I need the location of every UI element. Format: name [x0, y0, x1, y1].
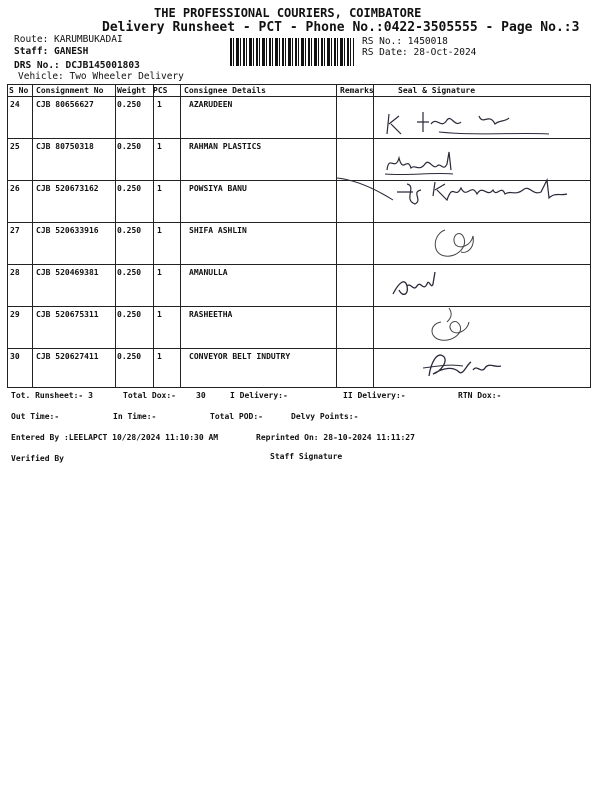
company-name: THE PROFESSIONAL COURIERS, COIMBATORE: [154, 6, 422, 20]
route-label: Route: KARUMBUKADAI: [14, 34, 123, 45]
row-pcs: 1: [157, 142, 162, 151]
col-weight: Weight: [117, 86, 146, 95]
row-consignee: AMANULLA: [189, 268, 228, 277]
entered-by: Entered By :LEELAPCT 10/28/2024 11:10:30 AM: [11, 433, 219, 442]
row-sno: 24: [10, 100, 20, 109]
row-weight: 0.250: [117, 184, 142, 193]
drs-number: DRS No.: DCJB145001803: [14, 60, 140, 71]
row-consignee: RAHMAN PLASTICS: [189, 142, 262, 151]
row-consignment: CJB 80750318: [36, 142, 94, 151]
row-sno: 30: [10, 352, 20, 361]
row-consignment: CJB 520627411: [36, 352, 99, 361]
in-time: In Time:-: [113, 412, 157, 421]
row-consignment: CJB 80656627: [36, 100, 94, 109]
col-consignment-no: Consignment No: [36, 86, 104, 95]
row-weight: 0.250: [117, 142, 142, 151]
runsheet-table: [7, 84, 591, 388]
vehicle-label: Vehicle: Two Wheeler Delivery: [18, 71, 184, 82]
col-sno: S No: [9, 86, 29, 95]
ii-delivery: II Delivery:-: [343, 391, 406, 400]
row-pcs: 1: [157, 310, 162, 319]
row-pcs: 1: [157, 184, 162, 193]
total-runsheet: Tot. Runsheet:- 3: [11, 391, 93, 400]
row-consignee: POWSIYA BANU: [189, 184, 247, 193]
out-time: Out Time:-: [11, 412, 60, 421]
total-dox-label: Total Dox:-: [123, 391, 176, 400]
row-weight: 0.250: [117, 310, 142, 319]
row-sno: 25: [10, 142, 20, 151]
col-remarks: Remarks: [340, 86, 374, 95]
signature-row-30: [419, 346, 519, 382]
col-consignee-details: Consignee Details: [184, 86, 266, 95]
row-pcs: 1: [157, 352, 162, 361]
signature-row-26: [337, 170, 587, 220]
row-consignment: CJB 520469381: [36, 268, 99, 277]
delvy-points: Delvy Points:-: [291, 412, 359, 421]
row-weight: 0.250: [117, 268, 142, 277]
i-delivery: I Delivery:-: [230, 391, 288, 400]
row-consignment: CJB 520675311: [36, 310, 99, 319]
total-dox-value: 30: [196, 391, 206, 400]
row-consignment: CJB 520633916: [36, 226, 99, 235]
staff-label: Staff: GANESH: [14, 46, 89, 57]
rs-date: RS Date: 28-Oct-2024: [362, 47, 477, 58]
rtn-dox: RTN Dox:-: [458, 391, 502, 400]
barcode: [230, 38, 354, 66]
row-weight: 0.250: [117, 226, 142, 235]
signature-row-24: [379, 102, 559, 138]
row-weight: 0.250: [117, 100, 142, 109]
reprinted-on: Reprinted On: 28-10-2024 11:11:27: [256, 433, 415, 442]
row-sno: 27: [10, 226, 20, 235]
row-consignee: CONVEYOR BELT INDUTRY: [189, 352, 291, 361]
row-pcs: 1: [157, 100, 162, 109]
col-pcs: PCS: [153, 86, 168, 95]
staff-signature: Staff Signature: [270, 452, 343, 461]
row-sno: 29: [10, 310, 20, 319]
row-sno: 28: [10, 268, 20, 277]
verified-by: Verified By: [11, 454, 64, 463]
page-title: Delivery Runsheet - PCT - Phone No.:0422-3505555 - Page No.:3: [102, 20, 580, 35]
signature-row-28: [385, 264, 445, 304]
signature-row-27: [427, 222, 487, 262]
row-weight: 0.250: [117, 352, 142, 361]
rs-number: RS No.: 1450018: [362, 36, 448, 47]
row-consignee: SHIFA ASHLIN: [189, 226, 247, 235]
row-consignee: AZARUDEEN: [189, 100, 233, 109]
total-pod: Total POD:-: [210, 412, 263, 421]
row-consignee: RASHEETHA: [189, 310, 233, 319]
signature-row-29: [423, 304, 483, 344]
row-consignment: CJB 520673162: [36, 184, 99, 193]
col-seal-signature: Seal & Signature: [398, 86, 476, 95]
row-pcs: 1: [157, 268, 162, 277]
row-sno: 26: [10, 184, 20, 193]
row-pcs: 1: [157, 226, 162, 235]
